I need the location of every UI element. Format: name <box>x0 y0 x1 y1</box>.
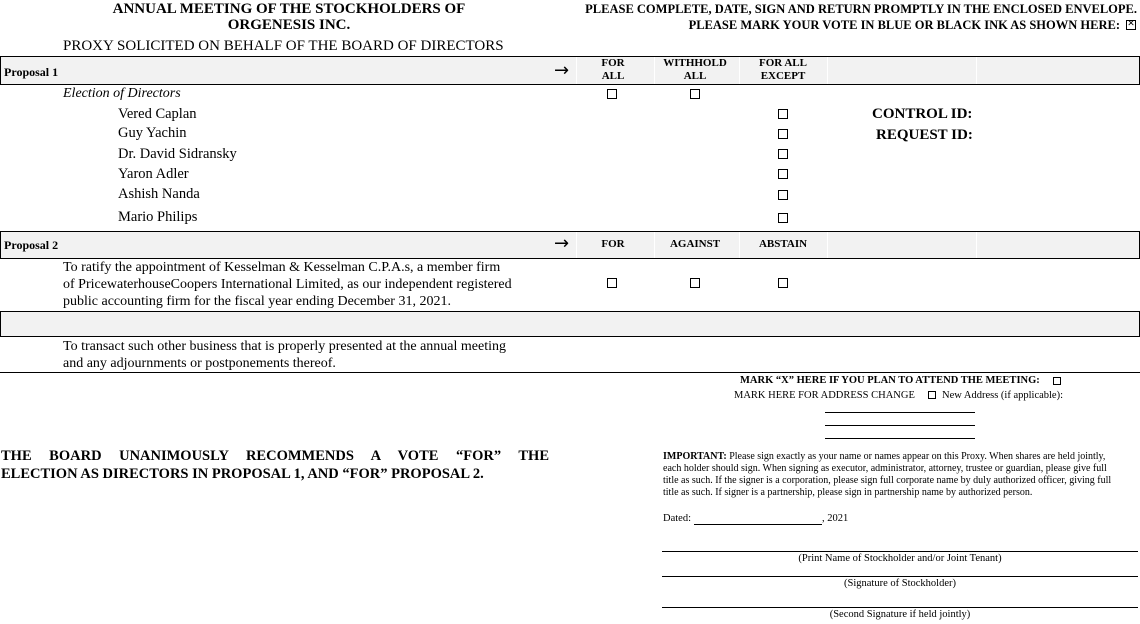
nominee-except-checkbox[interactable] <box>778 149 788 159</box>
proposal-1-band <box>0 56 1140 85</box>
second-signature-caption: (Second Signature if held jointly) <box>829 609 971 620</box>
nominee-except-checkbox[interactable] <box>778 190 788 200</box>
nominee-name: Dr. David Sidransky <box>118 146 237 162</box>
attend-meeting-label: MARK “X” HERE IF YOU PLAN TO ATTEND THE MEETING: <box>740 375 1040 386</box>
title-line-2: ORGENESIS INC. <box>227 17 351 33</box>
print-name-line[interactable] <box>662 551 1138 552</box>
empty-band <box>0 311 1140 337</box>
second-signature-line[interactable] <box>662 607 1138 608</box>
control-id-label: CONTROL ID: <box>872 106 973 122</box>
sample-mark-icon: ✕ <box>1127 19 1135 29</box>
election-of-directors: Election of Directors <box>63 86 181 101</box>
recommendation-line-1: THE BOARD UNANIMOUSLY RECOMMENDS A VOTE “FOR” THE <box>1 448 549 464</box>
address-line[interactable] <box>825 438 975 439</box>
proposal-2-label: Proposal 2 <box>4 238 59 252</box>
col-against: AGAINST <box>669 238 721 250</box>
signature-line[interactable] <box>662 576 1138 577</box>
proxy-solicited-line: PROXY SOLICITED ON BEHALF OF THE BOARD OF DIRECTORS <box>63 38 504 54</box>
signature-caption: (Signature of Stockholder) <box>844 578 956 589</box>
proposal-2-text: To ratify the appointment of Kesselman & Kesselman C.P.A.s, a member firm of PricewaterhouseCoopers International Limited, as our independent registered public accounting firm for the fiscal year ending December 31, 2021. <box>63 260 512 309</box>
new-address-label: New Address (if applicable): <box>942 390 1064 401</box>
proposal-1-for-all-checkbox[interactable] <box>607 89 617 99</box>
year-suffix: , 2021 <box>822 513 849 524</box>
address-change-checkbox[interactable] <box>928 391 936 399</box>
instruction-line-2: PLEASE MARK YOUR VOTE IN BLUE OR BLACK INK AS SHOWN HERE: <box>688 18 1120 32</box>
nominee-except-checkbox[interactable] <box>778 213 788 223</box>
col-withhold-all: WITHHOLD ALL <box>663 57 727 82</box>
col-for-all-except: FOR ALL EXCEPT <box>759 57 807 82</box>
request-id-label: REQUEST ID: <box>876 127 973 143</box>
col-for: FOR <box>601 238 625 250</box>
proposal-2-for-checkbox[interactable] <box>607 278 617 288</box>
recommendation-line-2: ELECTION AS DIRECTORS IN PROPOSAL 1, AND “FOR” PROPOSAL 2. <box>1 466 484 482</box>
proposal-2-band <box>0 231 1140 259</box>
nominee-except-checkbox[interactable] <box>778 169 788 179</box>
nominee-except-checkbox[interactable] <box>778 109 788 119</box>
proposal-1-withhold-all-checkbox[interactable] <box>690 89 700 99</box>
col-for-all: FOR ALL <box>601 57 625 82</box>
nominee-name: Mario Philips <box>118 209 198 225</box>
print-name-caption: (Print Name of Stockholder and/or Joint Tenant) <box>798 553 1002 564</box>
other-business-text: To transact such other business that is properly presented at the annual meeting and any adjournments or postponements thereof. <box>63 339 507 371</box>
important-notice: IMPORTANT: Please sign exactly as your name or names appear on this Proxy. When shares are held jointly, each holder should sign. When signing as executor, administrator, attorney, trustee or guardian, please give full title as such. If the signer is a corporation, please sign full corporate name by duly authorized officer, giving full title as such. If signer is a partnership, please sign in partnership name by authorized person. <box>663 451 1112 498</box>
nominee-name: Vered Caplan <box>118 106 197 122</box>
title-line-1: ANNUAL MEETING OF THE STOCKHOLDERS OF <box>112 1 466 17</box>
arrow-right-icon: → <box>554 60 570 81</box>
proposal-1-label: Proposal 1 <box>4 65 59 79</box>
section-divider <box>0 372 1140 373</box>
dated-label: Dated: <box>663 513 691 524</box>
nominee-name: Ashish Nanda <box>118 186 200 202</box>
col-abstain: ABSTAIN <box>758 238 808 250</box>
instruction-line-1: PLEASE COMPLETE, DATE, SIGN AND RETURN PROMPTLY IN THE ENCLOSED ENVELOPE. <box>585 2 1137 16</box>
attend-meeting-checkbox[interactable] <box>1053 377 1061 385</box>
date-input-line[interactable] <box>694 524 822 525</box>
proposal-2-against-checkbox[interactable] <box>690 278 700 288</box>
address-line[interactable] <box>825 412 975 413</box>
proposal-2-abstain-checkbox[interactable] <box>778 278 788 288</box>
address-change-label: MARK HERE FOR ADDRESS CHANGE <box>734 390 915 401</box>
arrow-right-icon: → <box>554 233 570 254</box>
address-line[interactable] <box>825 425 975 426</box>
nominee-name: Yaron Adler <box>118 166 189 182</box>
nominee-name: Guy Yachin <box>118 125 187 141</box>
nominee-except-checkbox[interactable] <box>778 129 788 139</box>
